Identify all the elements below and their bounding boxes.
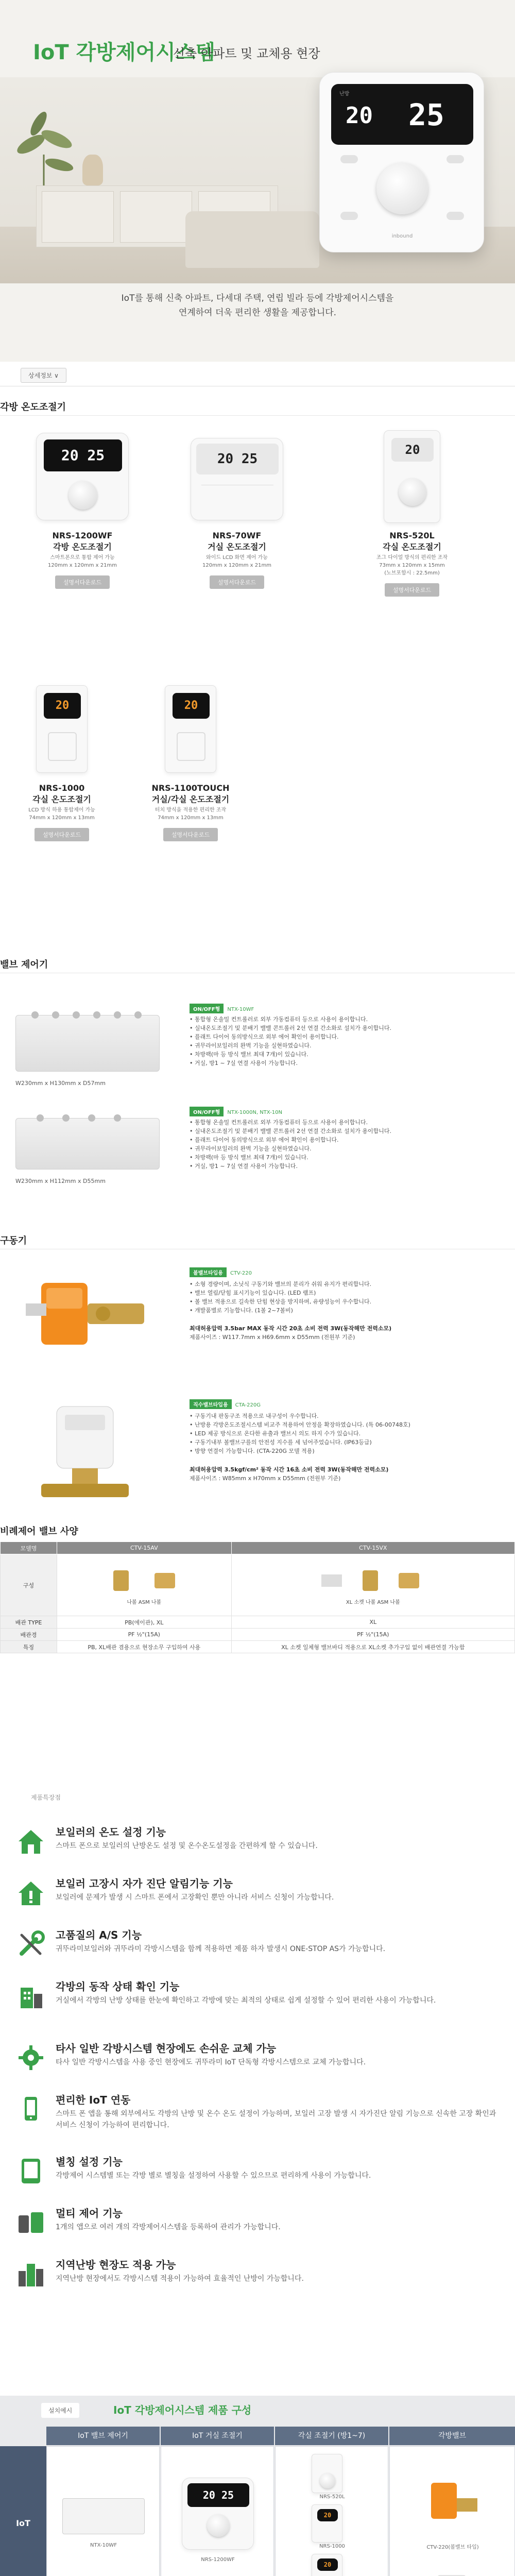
driver-features: • 구동기내 판동구조 적용으로 내구성이 우수합니다. • 난방용 각방온도조절시스템 비교주 적용하여 안정을 확장하였습니다. (특 06-00748호) • LED 제공 방식으로 온다한 유출과 밸브시 의도 하지 수가 있습니다. • 구동기내부 볼밸브구를의 안전성 지수를 세 넘어주었습니다. (IP63등급) • 방향 연결이 가능합니다. (CTA-220G 모델 적용) xyxy=(190,1413,410,1454)
composition-title: IoT 각방제어시스템 제품 구성 xyxy=(113,2404,252,2416)
valve-size: W230mm x H130mm x D57mm xyxy=(15,1080,106,1087)
section-drivers-title: 구동기 xyxy=(0,1235,27,1246)
manual-download-button[interactable]: 설명서다운로드 xyxy=(210,575,264,589)
features-badge: 제품특장점 xyxy=(31,1794,61,1801)
feature-item: 지역난방 현장도 적용 가능 지역난방 현장에서도 각방시스템 적용이 가능하여 효율적인 난방이 가능합니다. xyxy=(15,2257,505,2308)
product-nrs-70wf: 20 25 NRS-70WF 거실 온도조절기 와이드 LCD 화면 제어 가능 120mm x 120mm x 21mm 설명서다운로드 xyxy=(185,428,288,589)
valve-features: • 통합형 온솔밀 컨트롤러로 외부 가동컴퓨터 등으로 사용이 용이합니다. • 실내온도조절기 및 분배기 밸밸 콘트롤러 2선 연결 간소화로 설치가 용이합니다. • 플래트 다이어 동의방식으로 외부 에어 확인이 용이합니다. • 귀무라이보일러의 완벽 기능을 실현하였습니다. • 차방팩(마 등 방식 밸브 최대 7개)이 있습니다. • 거실, 방1 ~ 7실 연결 사용이 가능합니다. xyxy=(190,1016,391,1066)
product-image: 20 xyxy=(363,428,461,526)
phone-icon xyxy=(15,2094,46,2125)
manual-download-button[interactable]: 설명서다운로드 xyxy=(385,583,439,597)
valve-component-image xyxy=(311,1565,435,1596)
tab-detail-info[interactable]: 상세정보 ∨ xyxy=(21,368,66,383)
vase-decoration xyxy=(82,155,103,185)
product-name: 거실 온도조절기 xyxy=(208,542,266,552)
manual-download-button[interactable]: 설명서다운로드 xyxy=(35,828,89,841)
valve-ctv-image xyxy=(421,2478,483,2539)
valve-tag: ON/OFF형 NTX-10WF xyxy=(190,1004,258,1013)
product-image: 20 25 xyxy=(33,428,131,526)
driver-tag: 직수밸브타입용 CTA-220G xyxy=(190,1399,264,1409)
building-chart-icon xyxy=(15,1980,46,2011)
product-model: NRS-1100TOUCH xyxy=(151,783,230,793)
feature-item: 고품질의 A/S 기능 귀뚜라미보일러와 귀뚜라미 각방시스템을 함께 적용하면 제품 하자 발생시 ONE-STOP AS가 가능합니다. xyxy=(15,1927,505,1978)
set-temp: 25 xyxy=(408,97,444,132)
driver-ctv-220-image xyxy=(21,1257,165,1381)
spec-table xyxy=(0,1541,515,1653)
detail-tab-bar xyxy=(0,362,515,386)
hero-description: IoT를 통해 신축 아파트, 다세대 주택, 연립 빌라 등에 각방제어시스템을 연계하여 더욱 편리한 생활을 제공합니다. xyxy=(121,293,394,318)
feature-item: 보일러의 온도 설정 기능 스마트 폰으로 보일러의 난방온도 설정 및 온수온도설정을 간편하게 할 수 있습니다. xyxy=(15,1824,505,1875)
product-nrs-1100touch: 20 NRS-1100TOUCH 거실/각실 온도조절기 터치 방식을 적용한 편리한 조작 74mm x 120mm x 13mm 설명서다운로드 xyxy=(139,680,242,841)
feature-item: 별칭 설정 기능 각방제어 시스템별 또는 각방 별로 별칭을 설정하여 사용할 수 있으므로 편리하게 사용이 가능합니다. xyxy=(15,2154,505,2205)
product-nrs-520l: 20 NRS-520L 각실 온도조절기 조그 다이얼 방식의 편리한 조작 73mm x 120mm x 15mm (노브포함시 : 22.5mm) 설명서다운로드 xyxy=(360,428,464,597)
valve-controller-image xyxy=(15,1118,160,1170)
product-nrs-1200wf: 20 25 NRS-1200WF 각방 온도조절기 스마트폰으로 통합 제어 가능 120mm x 120mm x 21mm 설명서다운로드 xyxy=(31,428,134,589)
thermostat-screen: 난방 20 25 xyxy=(331,84,473,145)
manual-download-button[interactable]: 설명서다운로드 xyxy=(163,828,218,841)
table-row: 배관경 PF ½"(15A) PF ½"(15A) xyxy=(1,1629,515,1641)
valve-features: • 통합형 온솔밀 컨트롤러로 외부 가동컴퓨터 등으로 사용이 용이합니다. • 실내온도조절기 및 분배기 밸밸 콘트롤러 2선 연결 간소화로 설치가 용이합니다. • 플래트 다이어 동의방식으로 외부 에어 확인이 용이합니다. • 귀무라이보일러의 완벽 기능을 실현하였습니다. • 차방팩(마 등 방식 밸브 최대 7개)이 있습니다. • 거실, 방1 ~ 7실 연결 사용이 가능합니다. xyxy=(190,1119,391,1170)
table-row: 구성 나볼 ASM 나볼 XL 소켓 나볼 ASM 나볼 xyxy=(1,1554,515,1616)
home-icon xyxy=(15,1826,46,1857)
driver-cta-220g-image xyxy=(21,1391,165,1515)
feature-item: 보일러 고장시 자가 진단 알림기능 기능 보일러에 문제가 발생 시 스마트 폰에서 고장확인 뿐만 아니라 서비스 신청이 가능합니다. xyxy=(15,1875,505,1927)
row-label-iot: IoT xyxy=(0,2446,46,2576)
feature-item: 편리한 IoT 연동 스마트 폰 앱을 통해 외부에서도 각방의 난방 및 온수 온도 설정이 가능하며, 보일러 고장 발생 시 자가진단 알림 기능으로 신속한 고장 확인과 서비스 신청이 가능하여 편리합니다. xyxy=(15,2092,505,2143)
page-title: IoT 각방제어시스템 xyxy=(33,41,216,64)
wrench-icon xyxy=(15,1929,46,1960)
section-thermostats-title: 각방 온도조절기 xyxy=(0,402,66,413)
feature-item: 타사 일반 각방시스템 현장에도 손쉬운 교체 가능 타사 일반 각방시스템을 사용 중인 현장에도 귀뚜라미 IoT 단독형 각방시스템으로 교체 가능합니다. xyxy=(15,2040,505,2092)
driver-tag: 볼밸브타입용 CTV-220 xyxy=(190,1267,255,1277)
product-name: 각방 온도조절기 xyxy=(53,542,112,552)
table-row: 배관 TYPE PB(에이관), XL XL xyxy=(1,1616,515,1629)
hero-section xyxy=(0,0,515,386)
valve-cta-image xyxy=(421,2570,483,2576)
composition-section: 설치예시 IoT 각방제어시스템 제품 구성 IoT 밸브 제어기 IoT 거실 조절기 각실 조절기 (방1~7) 각방밸브 IoT NTX-10WF 20 25 NRS-1200WF NRS-520L 20 NRS-1000 20 CTV-220(볼밸브 타입) xyxy=(0,2396,515,2576)
product-model: NRS-1200WF xyxy=(52,531,113,540)
product-model: NRS-70WF xyxy=(212,531,262,540)
multi-icon xyxy=(15,2207,46,2238)
valve-tag: ON/OFF형 NTX-1000N, NTX-10N xyxy=(190,1107,286,1116)
page-subtitle: 신축 아파트 및 교체용 현장 xyxy=(173,46,320,61)
brand-logo: inbound xyxy=(391,233,413,239)
gear-icon xyxy=(15,2042,46,2073)
product-image: 20 xyxy=(142,680,239,778)
product-name: 거실/각실 온도조절기 xyxy=(151,794,230,804)
sofa-decoration xyxy=(185,211,319,268)
valve-component-image xyxy=(98,1565,191,1596)
product-model: NRS-520L xyxy=(389,531,435,540)
thermostat-dial xyxy=(376,163,428,214)
section-spec-title: 비례제어 밸브 사양 xyxy=(0,1526,78,1537)
manual-download-button[interactable]: 설명서다운로드 xyxy=(55,575,110,589)
table-header-row: 모델명 CTV-15AV CTV-15VX xyxy=(1,1542,515,1554)
house-alert-icon xyxy=(15,1877,46,1908)
product-nrs-1000: 20 NRS-1000 각실 온도조절기 LCD 방식 하용 통합제어 가능 74mm x 120mm x 13mm 설명서다운로드 xyxy=(10,680,113,841)
valve-size: W230mm x H112mm x D55mm xyxy=(15,1178,106,1184)
product-image: 20 xyxy=(13,680,111,778)
driver-spec: 최대허용압력 3.5kgf/cm² 동작 시간 16초 소비 전력 3W(동작해만 전력소모) 제품사이즈 : W85mm x H70mm x D55mm (전원부 기준) xyxy=(190,1466,389,1482)
hero-thermostat-image xyxy=(319,72,484,252)
product-image: 20 25 xyxy=(188,428,286,526)
feature-item: 멀티 제어 기능 1개의 앱으로 여러 개의 각방제어시스템을 등록하여 관리가 가능합니다. xyxy=(15,2205,505,2257)
driver-spec: 최대허용압력 3.5bar MAX 동작 시간 20초 소비 전력 3W(동작해만 전력소모) 제품사이즈 : W117.7mm x H69.6mm x D55mm (전원부 기준) xyxy=(190,1325,392,1341)
feature-item: 각방의 동작 상태 확인 기능 거실에서 각방의 난방 상태를 한눈에 확인하고 각방에 맞는 최적의 상태로 쉽게 설정할 수 있어 편리한 사용이 가능합니다. xyxy=(15,1978,505,2030)
tablet-icon xyxy=(15,2156,46,2187)
install-example-tab[interactable]: 설치예시 xyxy=(41,2403,79,2418)
driver-features: • 소형 경량이며, 소닛식 구동기와 밸브의 분리가 쉬워 유지가 편리합니다. • 밸브 열림/닫힘 표시기능이 있습니다. (LED 램프) • 볼 밸브 적용으로 길속한 단힘 현상을 방지하며, 유량성능이 우수합니다. • 개발품별로 기능합니다. (1볼 2~7볼비) xyxy=(190,1281,372,1314)
table-row: 특징 PB, XL배관 겸용으로 현장소무 구입하여 사용 XL 소켓 일체형 밸브바디 적용으로 XL소켓 추가구입 없이 배관연결 가능함 xyxy=(1,1641,515,1653)
product-name: 각실 온도조절기 xyxy=(383,542,441,552)
product-model: NRS-1000 xyxy=(39,783,85,793)
product-name: 각실 온도조절기 xyxy=(32,794,91,804)
valve-controller-image xyxy=(15,1015,160,1072)
section-valves-title: 밸브 제어기 xyxy=(0,959,48,970)
current-temp: 20 xyxy=(346,103,373,129)
city-icon xyxy=(15,2259,46,2290)
